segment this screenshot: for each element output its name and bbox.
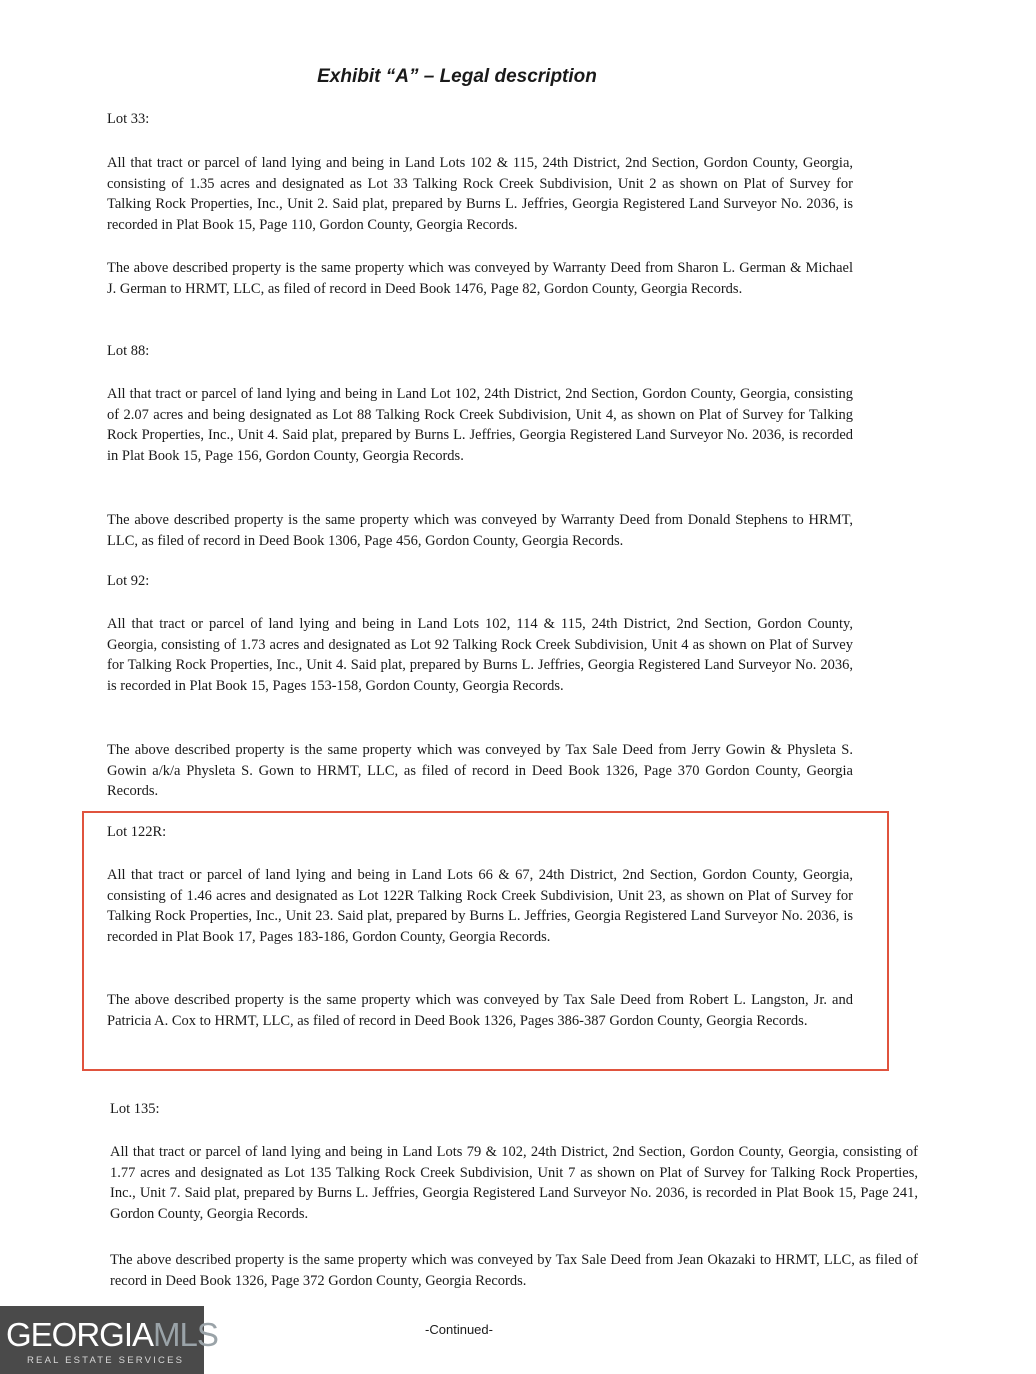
logo-brand-secondary: MLS (153, 1316, 218, 1353)
lot-heading: Lot 92: (107, 573, 150, 589)
lot-description: All that tract or parcel of land lying and being in Land Lots 66 & 67, 24th District, 2nd Section, Gordon County, Georgia, consisting of 1.46 acres and designated as Lot 122R Talking Rock Creek Subdivision, Unit 23, as shown on Plat of Survey for Talking Rock Properties, Inc., Unit 23. Said plat, prepared by Burns L. Jeffries, Georgia Registered Land Surveyor No. 2036, is recorded in Plat Book 17, Pages 183-186, Gordon County, Georgia Records. (107, 867, 853, 945)
lot-description: All that tract or parcel of land lying and being in Land Lots 102, 114 & 115, 24th District, 2nd Section, Gordon County, Georgia, consisting of 1.73 acres and designated as Lot 92 Talking Rock Creek Subdivision, Unit 4 as shown on Plat of Survey for Talking Rock Properties, Inc., Unit 4. Said plat, prepared by Burns L. Jeffries, Georgia Registered Land Surveyor No. 2036, is recorded in Plat Book 15, Pages 153-158, Gordon County, Georgia Records. (107, 616, 853, 694)
logo-wordmark (6, 1318, 218, 1352)
lot-heading: Lot 33: (107, 111, 150, 127)
page-title: Exhibit “A” – Legal description (317, 66, 597, 87)
lot-conveyance: The above described property is the same property which was conveyed by Tax Sale Deed from Jean Okazaki to HRMT, LLC, as filed of record in Deed Book 1326, Page 372 Gordon County, Georgia Records. (110, 1252, 918, 1289)
georgia-mls-logo (0, 1306, 218, 1374)
logo-tagline: REAL ESTATE SERVICES (27, 1355, 185, 1366)
lot-description: All that tract or parcel of land lying and being in Land Lots 102 & 115, 24th District, 2nd Section, Gordon County, Georgia, consisting of 1.35 acres and designated as Lot 33 Talking Rock Creek Subdivision, Unit 2 as shown on Plat of Survey for Talking Rock Properties, Inc., Unit 2. Said plat, prepared by Burns L. Jeffries, Georgia Registered Land Surveyor No. 2036, is recorded in Plat Book 15, Page 110, Gordon County, Georgia Records. (107, 155, 853, 233)
lot-heading: Lot 135: (110, 1101, 160, 1117)
lot-conveyance: The above described property is the same property which was conveyed by Warranty Deed from Donald Stephens to HRMT, LLC, as filed of record in Deed Book 1306, Page 456, Gordon County, Georgia Records. (107, 512, 853, 549)
lot-conveyance: The above described property is the same property which was conveyed by Tax Sale Deed from Jerry Gowin & Physleta S. Gowin a/k/a Physleta S. Gown to HRMT, LLC, as filed of record in Deed Book 1326, Page 370 Gordon County, Georgia Records. (107, 742, 853, 800)
logo-brand-primary: GEORGIA (6, 1316, 154, 1353)
lot-heading: Lot 88: (107, 343, 150, 359)
lot-conveyance: The above described property is the same property which was conveyed by Tax Sale Deed from Robert L. Langston, Jr. and Patricia A. Cox to HRMT, LLC, as filed of record in Deed Book 1326, Pages 386-387 Gordon County, Georgia Records. (107, 992, 853, 1029)
continued-note: -Continued- (425, 1322, 493, 1337)
lot-description: All that tract or parcel of land lying and being in Land Lot 102, 24th District, 2nd Section, Gordon County, Georgia, consisting of 2.07 acres and being designated as Lot 88 Talking Rock Creek Subdivision, Unit 4, as shown on Plat of Survey for Talking Rock Properties, Inc., Unit 4. Said plat, prepared by Burns L. Jeffries, Georgia Registered Land Surveyor No. 2036, is recorded in Plat Book 15, Page 156, Gordon County, Georgia Records. (107, 386, 853, 464)
lot-heading: Lot 122R: (107, 824, 167, 840)
lot-conveyance: The above described property is the same property which was conveyed by Warranty Deed from Sharon L. German & Michael J. German to HRMT, LLC, as filed of record in Deed Book 1476, Page 82, Gordon County, Georgia Records. (107, 260, 853, 297)
lot-description: All that tract or parcel of land lying and being in Land Lots 79 & 102, 24th District, 2nd Section, Gordon County, Georgia, consisting of 1.77 acres and designated as Lot 135 Talking Rock Creek Subdivision, Unit 7 as shown on Plat of Survey for Talking Rock Properties, Inc., Unit 7. Said plat, prepared by Burns L. Jeffries, Georgia Registered Land Surveyor No. 2036, is recorded in Plat Book 15, Page 241, Gordon County, Georgia Records. (110, 1144, 918, 1222)
